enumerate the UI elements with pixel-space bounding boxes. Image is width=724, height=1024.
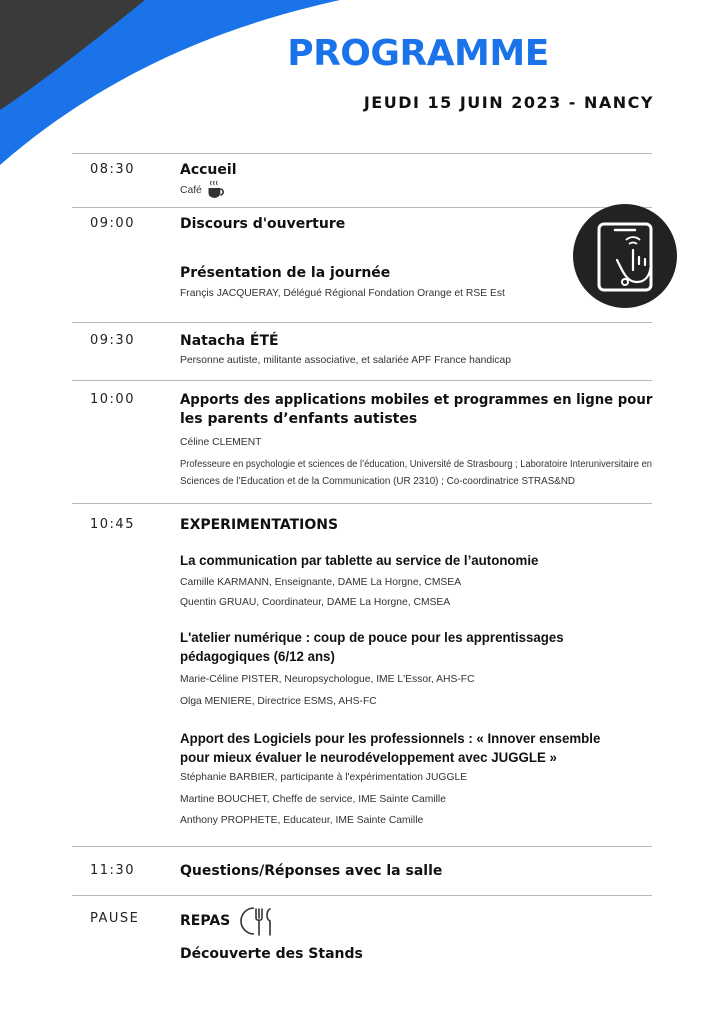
divider <box>72 322 652 323</box>
session-speaker: Françis JACQUERAY, Délégué Régional Fondation Orange et RSE Est <box>180 287 505 299</box>
corner-decoration <box>0 0 340 175</box>
session-detail-line: Sciences de l’Education et de la Communication (UR 2310) ; Co-coordinatrice STRAS&ND <box>180 476 576 487</box>
time-slot: 11:30 <box>90 863 135 878</box>
session-title: Natacha ÉTÉ <box>180 333 279 349</box>
time-slot: PAUSE <box>90 911 140 926</box>
session-detail: Personne autiste, militante associative, et salariée APF France handicap <box>180 354 512 366</box>
workshop-title: La communication par tablette au service de l’autonomie <box>180 553 539 568</box>
workshop-title: L'atelier numérique : coup de pouce pour les apprentissages <box>180 630 564 645</box>
divider <box>72 895 652 896</box>
time-slot: 09:00 <box>90 216 135 231</box>
session-title: Accueil <box>180 162 237 178</box>
session-detail-line: Professeure en psychologie et sciences de l’éducation, Université de Strasbourg ; Laboratoire Interuniversitaire en <box>180 459 652 470</box>
session-subtitle: Découverte des Stands <box>180 946 363 962</box>
session-subtitle: Présentation de la journée <box>180 265 391 281</box>
divider <box>72 846 652 847</box>
workshop-title: Apport des Logiciels pour les professionnels : « Innover ensemble <box>180 731 601 746</box>
time-slot: 08:30 <box>90 162 135 177</box>
workshop-speaker: Marie-Céline PISTER, Neuropsychologue, IME L'Essor, AHS-FC <box>180 673 475 685</box>
divider <box>72 503 652 504</box>
session-detail-text: Café <box>180 184 202 196</box>
time-slot: 10:45 <box>90 517 135 532</box>
workshop-speaker: Camille KARMANN, Enseignante, DAME La Horgne, CMSEA <box>180 576 462 588</box>
workshop-speaker: Olga MENIERE, Directrice ESMS, AHS-FC <box>180 695 377 707</box>
workshop-title: pédagogiques (6/12 ans) <box>180 649 335 664</box>
page-title: PROGRAMME <box>287 33 549 74</box>
coffee-cup-icon <box>205 180 227 200</box>
session-title: Questions/Réponses avec la salle <box>180 863 443 879</box>
time-slot: 09:30 <box>90 333 135 348</box>
session-speaker: Céline CLEMENT <box>180 436 262 448</box>
tablet-touch-icon <box>573 204 677 308</box>
session-title: Discours d'ouverture <box>180 216 346 232</box>
workshop-speaker: Quentin GRUAU, Coordinateur, DAME La Horgne, CMSEA <box>180 596 451 608</box>
event-date: JEUDI 15 JUIN 2023 - NANCY <box>363 93 654 112</box>
divider <box>72 207 652 208</box>
workshop-title: pour mieux évaluer le neurodéveloppement avec JUGGLE » <box>180 750 557 765</box>
workshop-speaker: Anthony PROPHETE, Educateur, IME Sainte Camille <box>180 814 424 826</box>
session-title-line: les parents d’enfants autistes <box>180 411 418 427</box>
session-detail <box>180 180 652 200</box>
session-title: REPAS <box>180 913 231 929</box>
divider <box>72 380 652 381</box>
workshop-speaker: Stéphanie BARBIER, participante à l'expérimentation JUGGLE <box>180 771 468 783</box>
workshop-speaker: Martine BOUCHET, Cheffe de service, IME Sainte Camille <box>180 793 446 805</box>
divider <box>72 153 652 154</box>
cutlery-icon <box>240 905 278 937</box>
time-slot: 10:00 <box>90 392 135 407</box>
session-title-line: Apports des applications mobiles et programmes en ligne pour <box>180 392 653 408</box>
session-title: EXPERIMENTATIONS <box>180 517 339 533</box>
